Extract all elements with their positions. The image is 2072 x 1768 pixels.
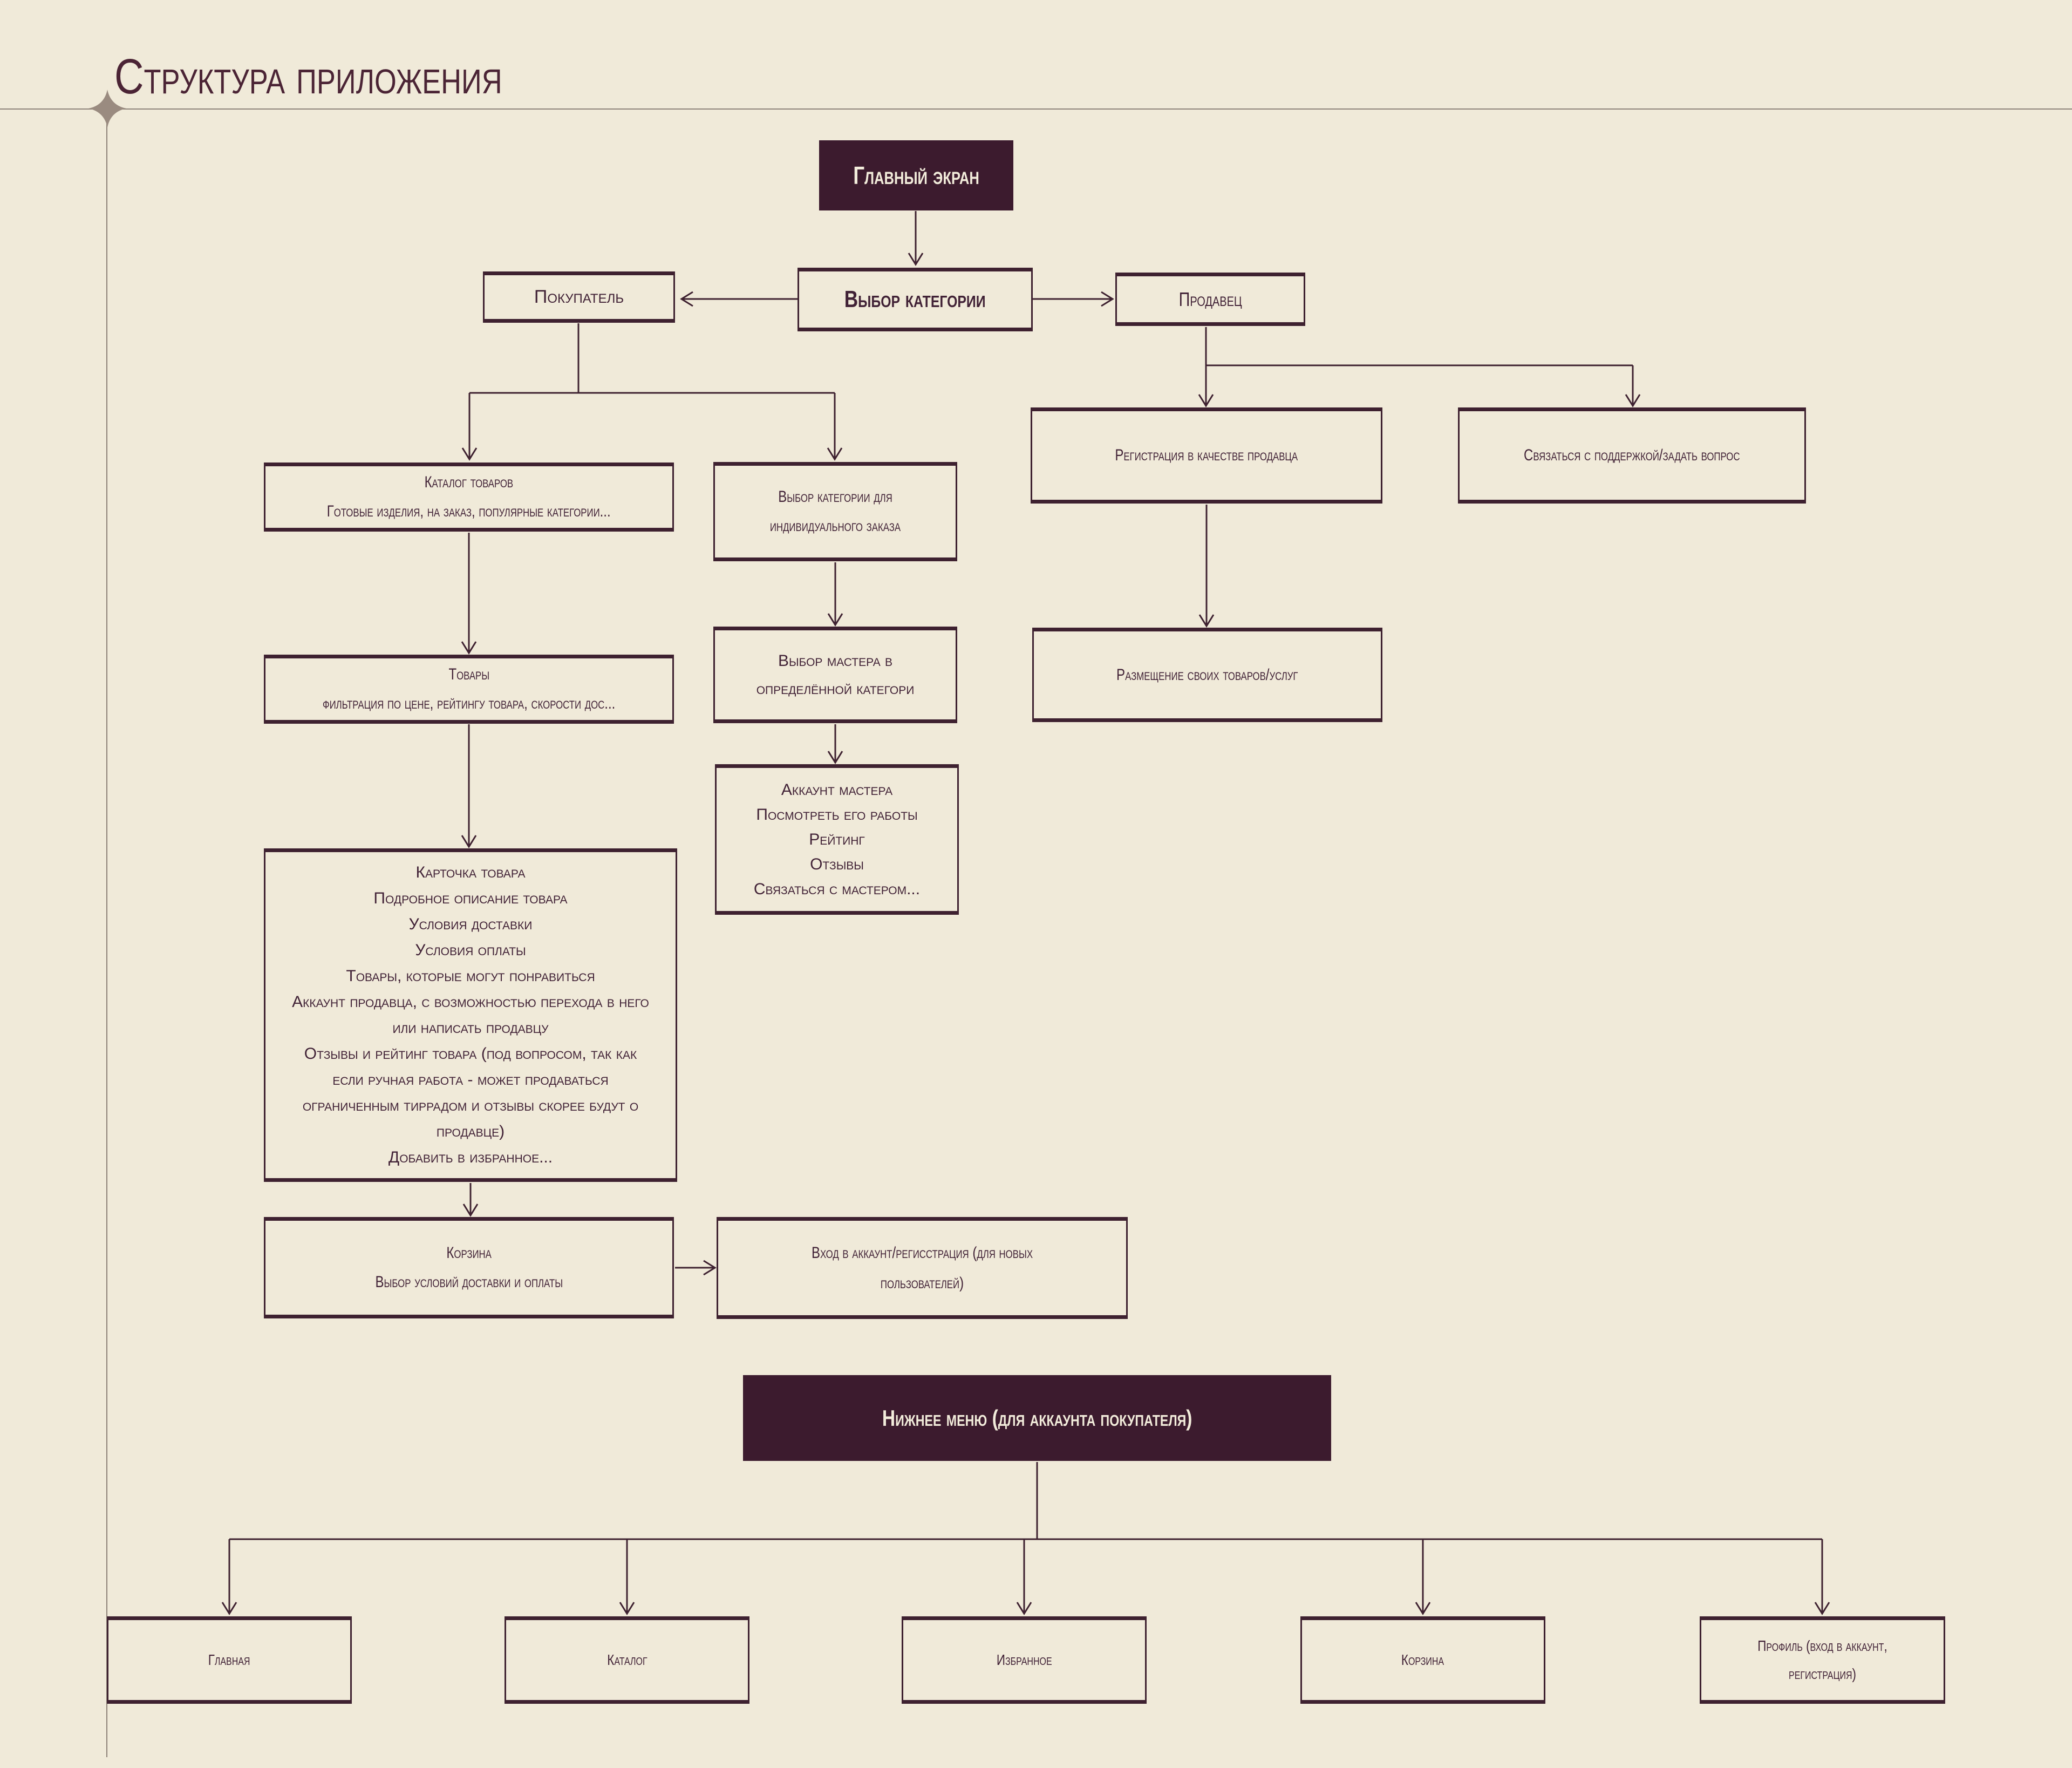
node-seller-registration-label: Регистрация в качестве продавца [1115, 446, 1298, 464]
node-master-choice [713, 627, 957, 723]
node-catalog-title: Каталог товаров [424, 473, 514, 491]
node-products [264, 655, 674, 724]
node-product-card-line: Условия оплаты [415, 941, 526, 959]
node-product-card-line: Условия доставки [408, 915, 533, 933]
node-cart-subtitle: Выбор условий доставки и оплаты [375, 1273, 563, 1291]
node-master-choice-label: Выбор мастера в определённой категори [756, 651, 915, 698]
node-products-title: Товары [448, 665, 489, 683]
node-custom-category [713, 462, 957, 561]
node-master-account-line: Посмотреть его работы [756, 805, 918, 824]
node-product-card-line: Товары, которые могут понравиться [346, 967, 595, 985]
node-category-choice-label: Выбор категории [844, 286, 986, 312]
node-nav-favorites-label: Избранное [996, 1651, 1052, 1668]
node-master-account-line: Рейтинг [809, 830, 865, 848]
node-bottom-menu [743, 1375, 1331, 1461]
node-master-account-line: Связаться с мастером... [753, 880, 921, 898]
node-master-account [715, 764, 959, 915]
node-nav-home [107, 1616, 352, 1704]
node-custom-category-label: Выбор категории для индивидуального заказа [769, 488, 901, 535]
node-catalog-subtitle: Готовые изделия, на заказ, популярные категории... [327, 502, 611, 520]
node-cart [264, 1217, 674, 1318]
node-support [1458, 407, 1806, 504]
node-main-screen-label: Главный экран [853, 161, 979, 189]
node-product-card-line: Карточка товара [415, 863, 526, 881]
node-master-account-line: Аккаунт мастера [781, 780, 893, 799]
node-nav-catalog [505, 1616, 749, 1704]
node-buyer-label: Покупатель [534, 287, 624, 307]
node-seller [1115, 273, 1305, 326]
node-catalog [264, 463, 674, 532]
node-main-screen [819, 140, 1013, 210]
node-seller-registration [1031, 407, 1382, 504]
node-category-choice [798, 268, 1033, 331]
node-login [717, 1217, 1128, 1319]
page-title: Структура приложения [114, 49, 502, 104]
node-product-card-line: Аккаунт продавца, с возможностью перехода в него или написать продавцу [292, 993, 649, 1037]
node-product-card-line: Добавить в избранное... [388, 1148, 553, 1166]
node-nav-favorites [902, 1616, 1147, 1704]
node-nav-cart-label: Корзина [1401, 1651, 1444, 1668]
node-master-account-line: Отзывы [810, 855, 864, 873]
node-support-label: Связаться с поддержкой/задать вопрос [1524, 446, 1740, 464]
node-buyer [483, 271, 675, 323]
node-nav-profile-label: Профиль (вход в аккаунт, регистрация) [1757, 1637, 1887, 1682]
node-product-card-line: Подробное описание товара [373, 889, 568, 907]
node-product-card-line: Отзывы и рейтинг товара (под вопросом, так как если ручная работа - может продаваться ограниченным тиррадом и отзывы скорее будут о продавце) [302, 1045, 639, 1140]
node-placement [1032, 628, 1382, 722]
node-nav-profile [1700, 1616, 1945, 1704]
node-nav-cart [1300, 1616, 1545, 1704]
node-bottom-menu-label: Нижнее меню (для аккаунта покупателя) [882, 1405, 1192, 1431]
node-seller-label: Продавец [1178, 288, 1242, 310]
node-nav-catalog-label: Каталог [606, 1651, 648, 1668]
node-login-label: Вход в аккаунт/регисстрация (для новых пользователей) [811, 1243, 1033, 1292]
node-placement-label: Размещение своих товаров/услуг [1116, 665, 1298, 684]
node-cart-title: Корзина [446, 1244, 492, 1262]
node-nav-home-label: Главная [208, 1651, 250, 1668]
node-product-card [264, 848, 677, 1182]
node-products-subtitle: фильтрация по цене, рейтингу товара, скорости дос... [322, 695, 616, 712]
